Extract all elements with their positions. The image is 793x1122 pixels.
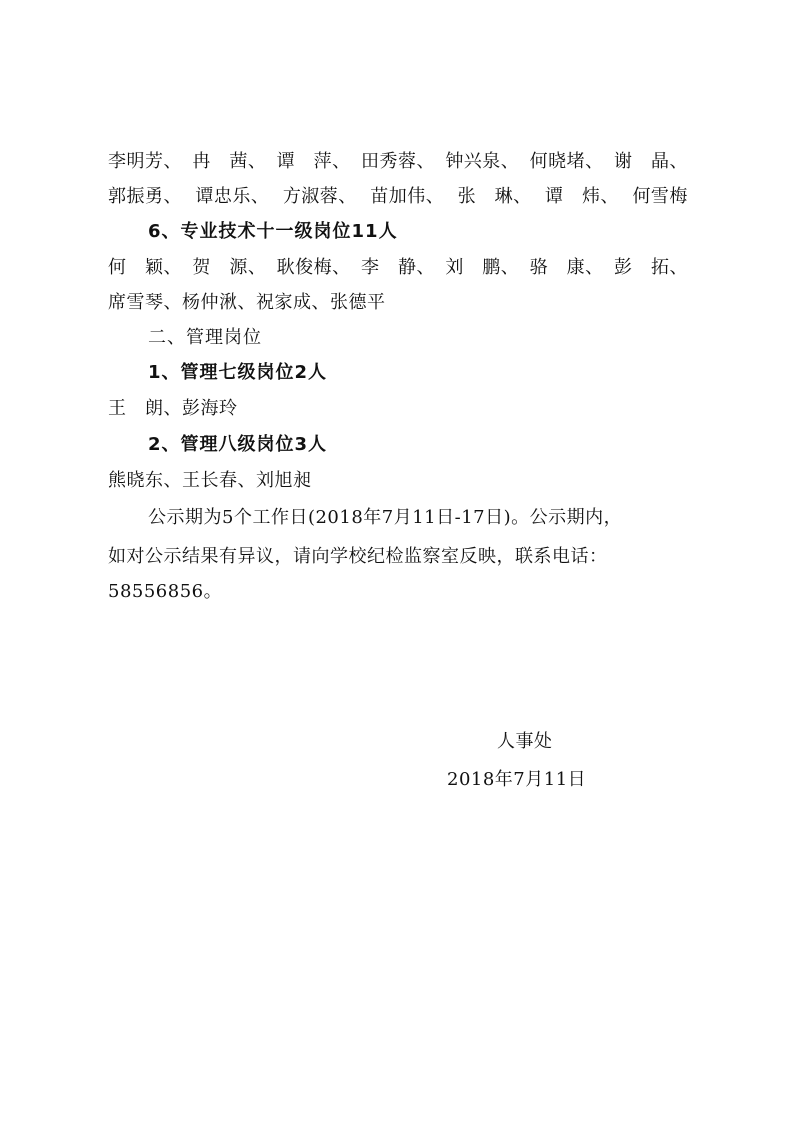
name-entry: 贺 源、 — [192, 257, 267, 278]
section-heading: 二、管理岗位 — [148, 327, 262, 348]
level11-heading: 6、专业技术十一级岗位11人 — [148, 221, 398, 242]
name-entry: 冉 茜、 — [192, 151, 267, 172]
name-entry: 骆 康、 — [529, 257, 604, 278]
notice-text: 公示期为5个工作日(2018年7月11日-17日)。公示期内， — [148, 507, 623, 528]
name-entry: 方淑蓉、 — [282, 186, 357, 207]
name-entry: 谭忠乐、 — [195, 186, 270, 207]
signature-date: 2018年7月11日 — [447, 769, 587, 790]
level8-heading: 2、管理八级岗位3人 — [148, 434, 328, 455]
name-entry: 刘 鹏、 — [445, 257, 520, 278]
names-list-line: 熊晓东、王长春、刘旭昶 — [108, 470, 312, 491]
signature-department: 人事处 — [497, 731, 553, 752]
name-entry: 李 静、 — [360, 257, 435, 278]
names-list-line: 王 朗、彭海玲 — [108, 398, 238, 419]
name-entry: 谭 炜、 — [545, 186, 620, 207]
notice-text: 如对公示结果有异议，请向学校纪检监察室反映，联系电话： — [108, 546, 608, 567]
name-entry: 钟兴泉、 — [445, 151, 520, 172]
name-entry: 何 颖、 — [108, 257, 182, 278]
name-entry: 何雪梅 — [632, 186, 688, 207]
notice-phone: 58556856。 — [108, 581, 223, 602]
name-entry: 谭 萍、 — [276, 151, 351, 172]
name-entry: 彭 拓、 — [613, 257, 688, 278]
names-list-line: 席雪琴、杨仲湫、祝家成、张德平 — [108, 292, 386, 313]
names-list-line — [108, 256, 688, 280]
names-list-line — [108, 185, 688, 209]
name-entry: 田秀蓉、 — [360, 151, 435, 172]
name-entry: 郭振勇、 — [108, 186, 182, 207]
name-entry: 谢 晶、 — [613, 151, 688, 172]
name-entry: 耿俊梅、 — [276, 257, 351, 278]
name-entry: 李明芳、 — [108, 151, 182, 172]
name-entry: 苗加伟、 — [370, 186, 445, 207]
level7-heading: 1、管理七级岗位2人 — [148, 362, 328, 383]
name-entry: 何晓堵、 — [529, 151, 604, 172]
name-entry: 张 琳、 — [457, 186, 532, 207]
names-list-line — [108, 150, 688, 174]
